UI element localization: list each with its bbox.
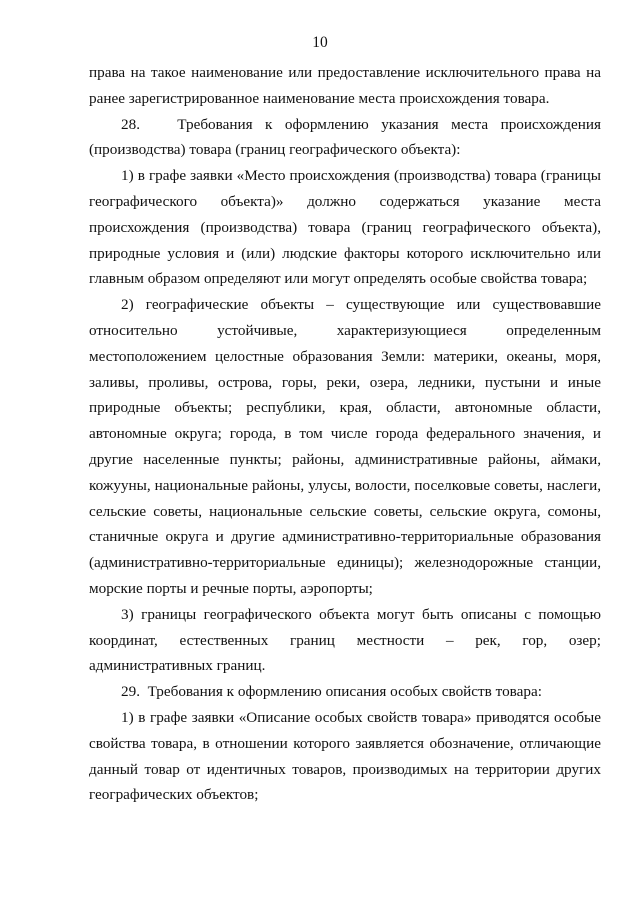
paragraph-28-item-3: 3) границы географического объекта могут быть описаны с помощью координат, естественных границ местности – рек, гор, озер; административных границ.: [89, 605, 601, 675]
page-number: 10: [312, 34, 328, 51]
paragraph-28-item-1: 1) в графе заявки «Место происхождения (производства) товара (границы географического объекта)» должно содержаться указание места происхождения (производства) товара (границ географического объекта), природные условия и (или) людские факторы которого исключительно или главным образом определяют или могут определять особые свойства товара;: [89, 167, 601, 288]
paragraph-28-item-2: 2) географические объекты – существующие или существовавшие относительно устойчивые, характеризующиеся определенным местоположением целостные образования Земли: материки, океаны, моря, заливы, проливы, острова, горы, реки, озера, ледники, пустыни и иные природные объекты; республики, края, области, автономные области, автономные округа; города, в том числе города федерального значения, и другие населенные пункты; районы, административные районы, аймаки, кожууны, национальные районы, улусы, волости, поселковые советы, наслеги, сельские советы, национальные сельские советы, сельские округа, сомоны, станичные округа и другие административно-территориальные образования (административно-территориальные единицы); железнодорожные станции, морские порты и речные порты, аэропорты;: [89, 296, 601, 597]
paragraph-continuation: права на такое наименование или предоставление исключительного права на ранее зарегистрированное наименование места происхождения товара.: [89, 64, 601, 107]
paragraph-section-29-heading: 29. Требования к оформлению описания особых свойств товара:: [121, 683, 542, 701]
document-body: [89, 60, 601, 808]
paragraph-section-28-heading: 28. Требования к оформлению указания места происхождения (производства) товара (границ географического объекта):: [89, 115, 601, 159]
paragraph-29-item-1: 1) в графе заявки «Описание особых свойств товара» приводятся особые свойства товара, в отношении которого заявляется обозначение, отличающие данный товар от идентичных товаров, производимых на территории других географических объектов;: [89, 708, 601, 804]
